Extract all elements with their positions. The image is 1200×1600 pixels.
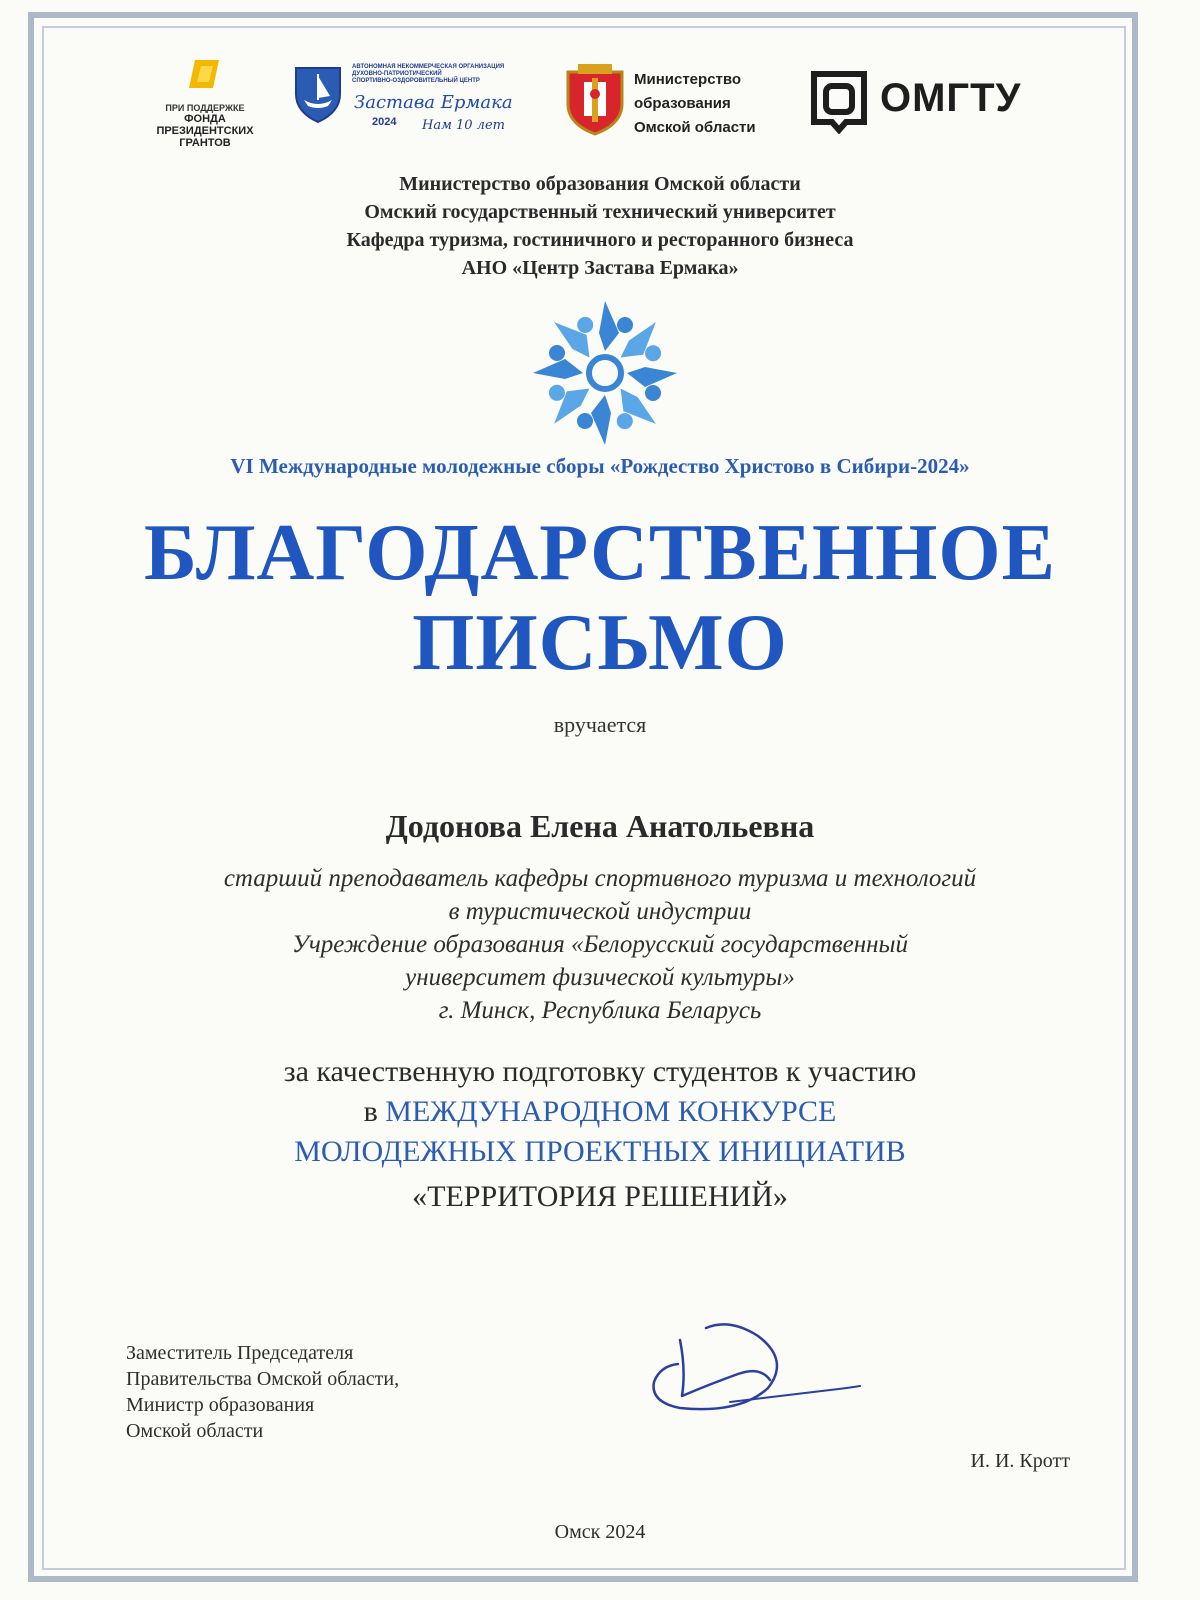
pgf-fund-line: ФОНДА bbox=[184, 113, 226, 125]
shield-ship-icon bbox=[292, 64, 344, 124]
contest-name: «ТЕРРИТОРИЯ РЕШЕНИЙ» bbox=[412, 1180, 788, 1213]
signer-title-line: Министр образования bbox=[126, 1394, 315, 1416]
logo-row bbox=[140, 58, 1080, 158]
certificate-title-line1: БЛАГОДАРСТВЕННОЕ bbox=[144, 509, 1056, 597]
awarded-label: вручается bbox=[553, 712, 647, 737]
omgtu-logo bbox=[808, 68, 1058, 138]
zastava-ermaka-logo bbox=[292, 64, 532, 144]
zastava-year: 2024 bbox=[372, 116, 397, 128]
details-line: Учреждение образования «Белорусский государственный bbox=[292, 931, 908, 958]
emblem-center-ring bbox=[589, 357, 621, 389]
coat-of-arms-icon bbox=[564, 64, 626, 136]
reason-highlight: МЕЖДУНАРОДНОМ КОНКУРСЕ bbox=[385, 1095, 837, 1128]
certificate-title-line2: ПИСЬМО bbox=[412, 599, 788, 687]
pgf-fund-line: ГРАНТОВ bbox=[179, 137, 231, 149]
recipient-name: Додонова Елена Анатольевна bbox=[385, 808, 815, 844]
presidential-grants-logo bbox=[150, 58, 260, 149]
ministry-text bbox=[634, 68, 756, 140]
pgf-support-text: ПРИ ПОДДЕРЖКЕ bbox=[165, 103, 245, 113]
omgtu-wordmark: ОМГТУ bbox=[880, 76, 1022, 120]
reason-highlight: МОЛОДЕЖНЫХ ПРОЕКТНЫХ ИНИЦИАТИВ bbox=[294, 1135, 906, 1168]
signer-title-line: Заместитель Председателя bbox=[126, 1342, 354, 1364]
details-line: старший преподаватель кафедры спортивного туризма и технологий bbox=[223, 865, 977, 892]
zastava-org-line: АВТОНОМНАЯ НЕКОММЕРЧЕСКАЯ ОРГАНИЗАЦИЯ bbox=[352, 64, 505, 70]
reason-line bbox=[110, 1092, 1090, 1132]
zastava-org-line: СПОРТИВНО-ОЗДОРОВИТЕЛЬНЫЙ ЦЕНТР bbox=[352, 78, 480, 84]
signer-title-line: Омской области bbox=[126, 1420, 264, 1442]
city-year: Омск 2024 bbox=[554, 1521, 646, 1543]
omgtu-bracket-icon bbox=[808, 68, 870, 134]
details-line: в туристической индустрии bbox=[448, 898, 752, 925]
ministry-line: образования bbox=[634, 95, 731, 112]
organization-line: Министерство образования Омской области bbox=[399, 173, 801, 195]
zastava-org-text bbox=[352, 64, 532, 85]
reason-preposition: в bbox=[363, 1095, 378, 1128]
details-line: г. Минск, Республика Беларусь bbox=[438, 997, 762, 1024]
ministry-line: Министерство bbox=[634, 71, 742, 88]
issuer-organizations bbox=[140, 170, 1060, 282]
reason-line: за качественную подготовку студентов к участию bbox=[283, 1055, 917, 1088]
ministry-logo bbox=[564, 64, 784, 144]
award-reason bbox=[110, 1052, 1090, 1172]
grant-flag-icon bbox=[185, 58, 225, 94]
event-name: VI Международные молодежные сборы «Рождество Христово в Сибири-2024» bbox=[230, 454, 970, 478]
zastava-name: Застава Ермака bbox=[354, 92, 513, 113]
organization-line: АНО «Центр Застава Ермака» bbox=[461, 257, 739, 279]
zastava-org-line: ДУХОВНО-ПАТРИОТИЧЕСКИЙ bbox=[352, 71, 442, 77]
pgf-fund-line: ПРЕЗИДЕНТСКИХ bbox=[156, 125, 254, 137]
signer-title bbox=[126, 1340, 546, 1444]
zastava-age: Нам 10 лет bbox=[422, 118, 505, 133]
signer-name: И. И. Кротт bbox=[970, 1450, 1070, 1472]
snowflake-people-emblem-icon bbox=[525, 298, 685, 448]
signer-title-line: Правительства Омской области, bbox=[126, 1368, 400, 1390]
details-line: университет физической культуры» bbox=[405, 964, 795, 991]
ministry-line: Омской области bbox=[634, 119, 756, 136]
organization-line: Омский государственный технический университет bbox=[364, 201, 836, 223]
handwritten-signature bbox=[620, 1300, 870, 1420]
recipient-details bbox=[120, 862, 1080, 1027]
organization-line: Кафедра туризма, гостиничного и ресторанного бизнеса bbox=[346, 229, 854, 251]
